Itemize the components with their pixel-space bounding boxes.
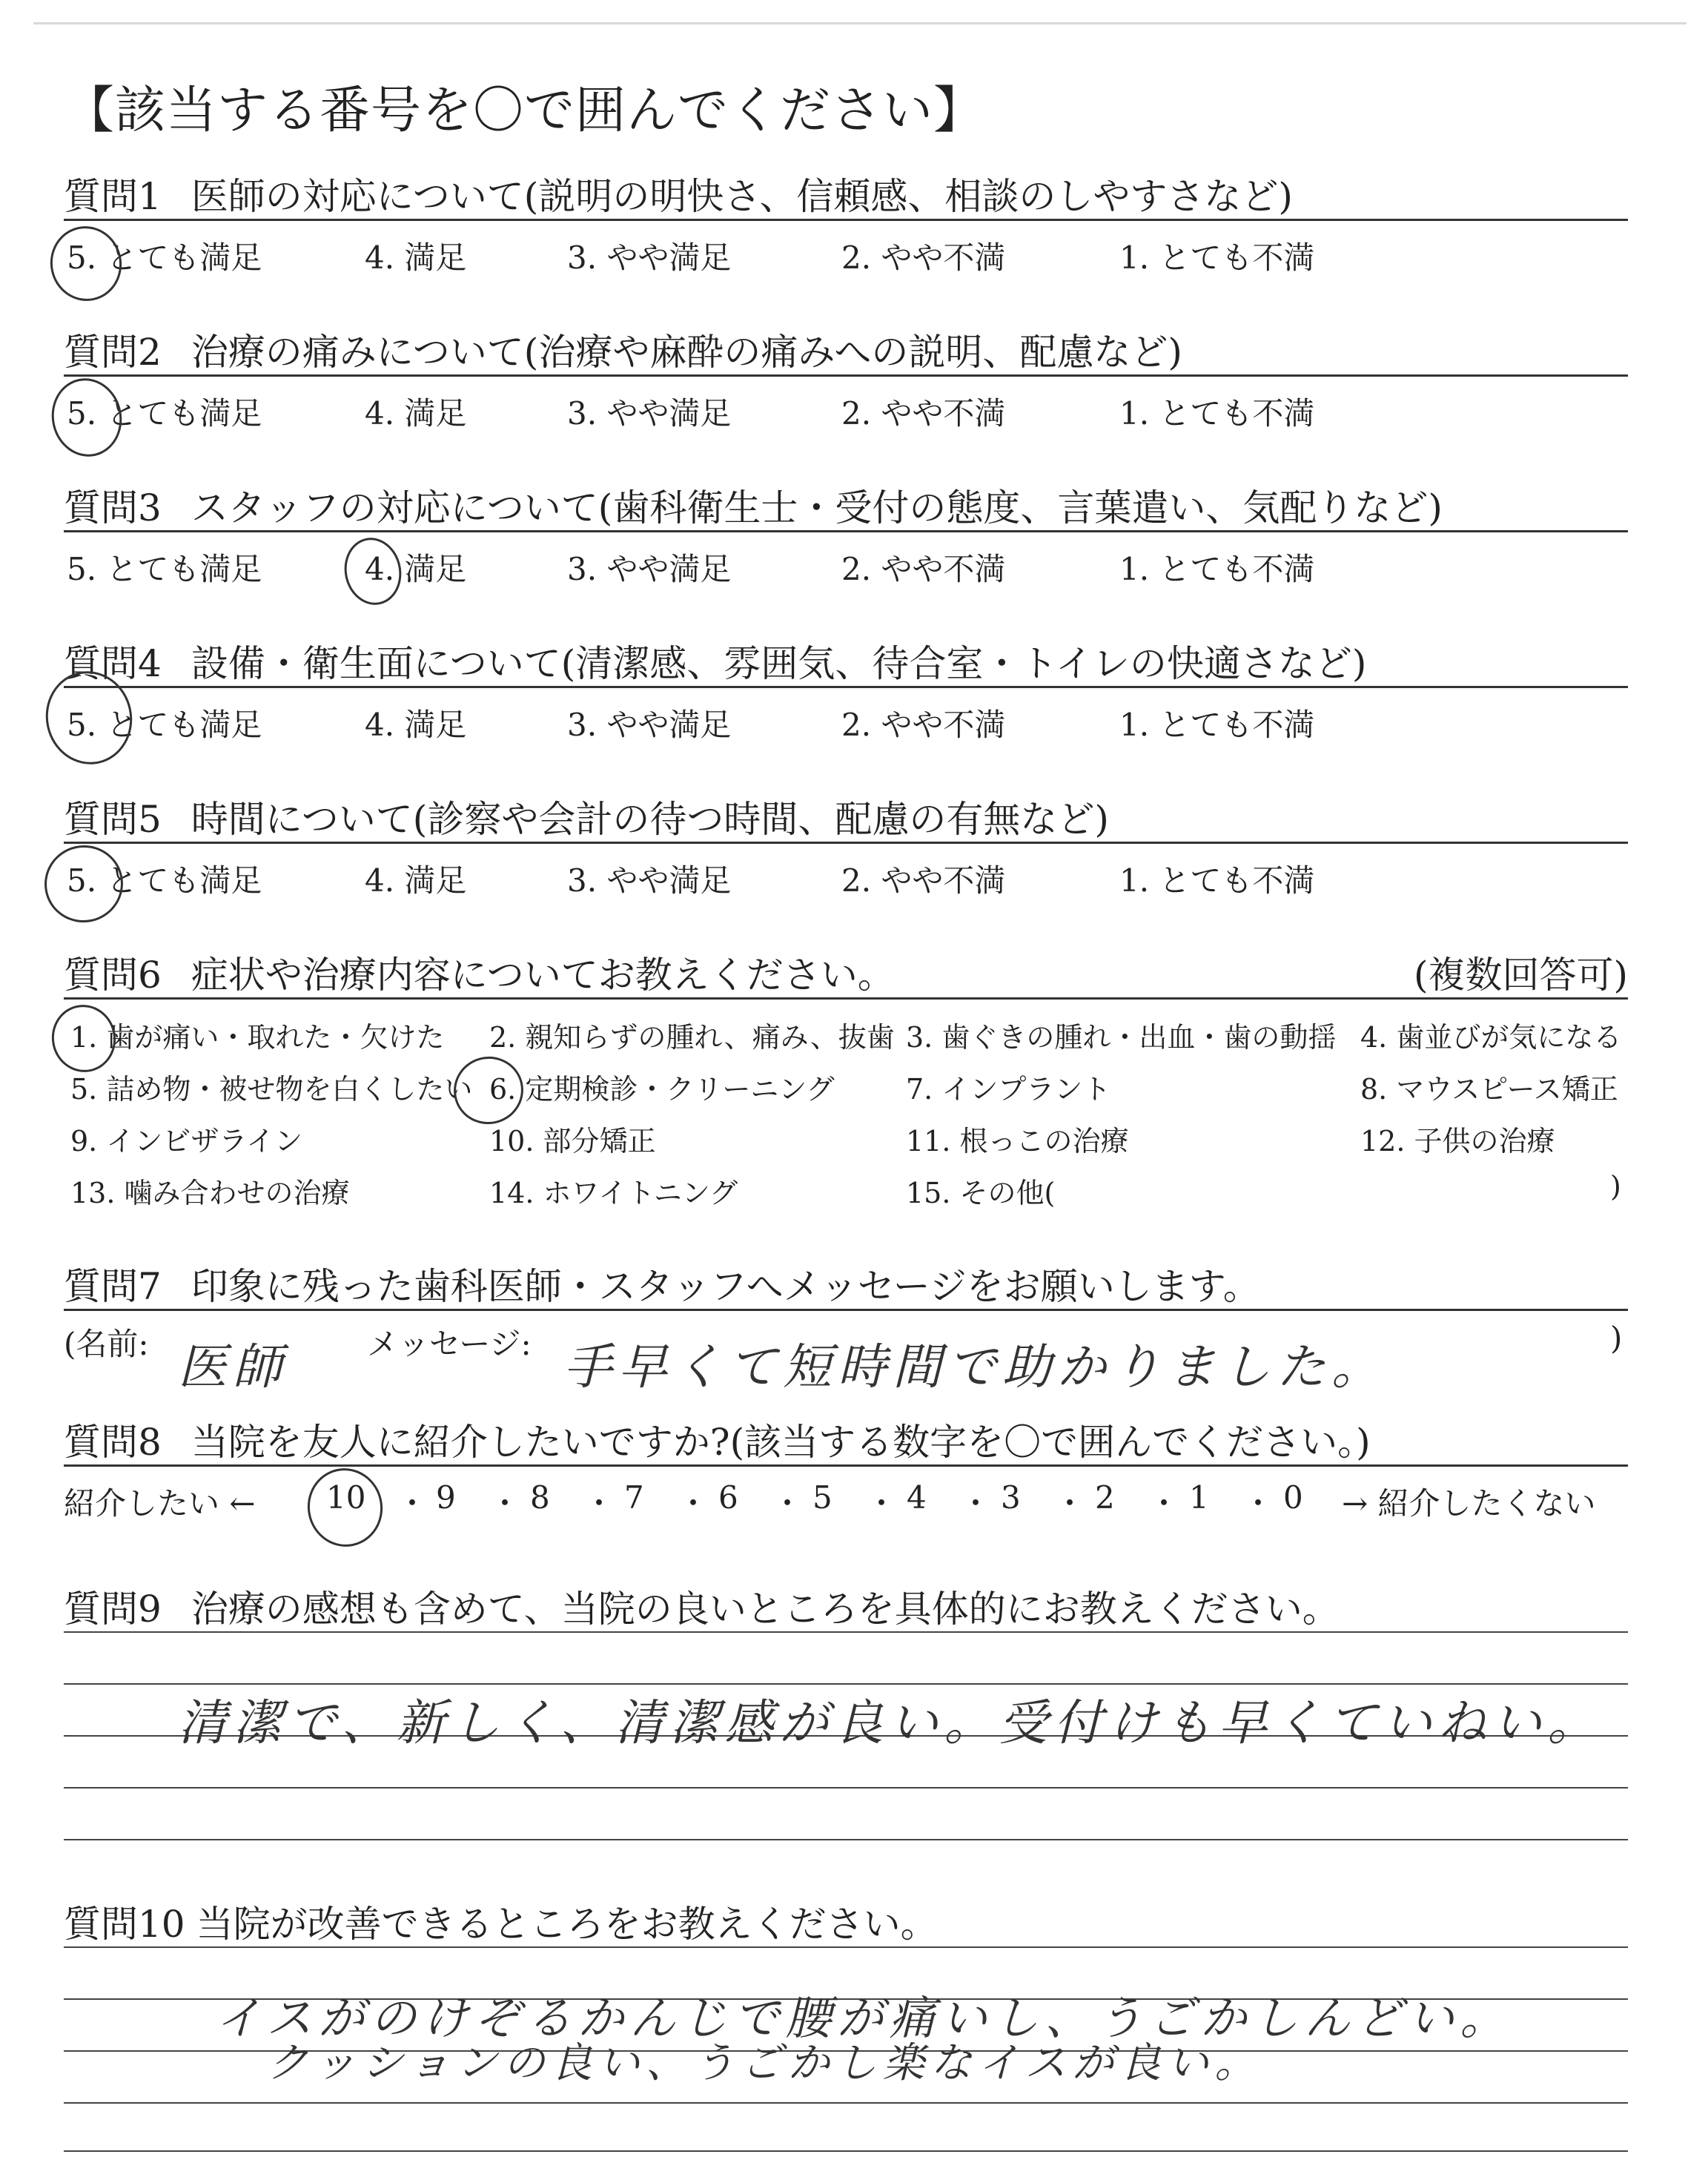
option-5[interactable]: 5. とても満足	[67, 240, 262, 276]
scale-dot: ・	[1054, 1485, 1086, 1522]
option-4[interactable]: 4. 満足	[365, 240, 467, 276]
symptom-option-1[interactable]: 1. 歯が痛い・取れた・欠けた	[70, 1021, 445, 1054]
question-rule	[64, 997, 1628, 1000]
option-3[interactable]: 3. やや満足	[567, 707, 732, 743]
question-rule	[64, 374, 1628, 377]
question-number: 質問9	[64, 1588, 162, 1631]
symptom-option-4[interactable]: 4. 歯並びが気になる	[1360, 1021, 1622, 1054]
question-text: 設備・衛生面について(清潔感、雰囲気、待合室・トイレの快適さなど)	[191, 642, 1367, 685]
option-1[interactable]: 1. とても不満	[1119, 395, 1315, 432]
question-number: 質問10	[64, 1903, 185, 1946]
question-9	[64, 1579, 1628, 1654]
form-title: 【該当する番号を〇で囲んでください】	[64, 82, 985, 140]
q10-answer-line1[interactable]: イスがのけぞるかんじで腰が痛いし、うごかしんどい。	[215, 1991, 1512, 2045]
recommend-right-label: → 紹介したくない	[1342, 1485, 1596, 1522]
question-10	[64, 1895, 1628, 1969]
answer-line	[64, 2150, 1628, 2152]
question-rule	[64, 530, 1628, 532]
question-text: 当院を友人に紹介したいですか?(該当する数字を〇で囲んでください。)	[191, 1421, 1371, 1464]
option-2[interactable]: 2. やや不満	[841, 707, 1006, 743]
option-2[interactable]: 2. やや不満	[841, 551, 1006, 587]
symptom-option-10[interactable]: 10. 部分矯正	[489, 1125, 656, 1157]
scale-dot: ・	[397, 1485, 428, 1522]
option-5[interactable]: 5. とても満足	[67, 551, 262, 587]
scale-4[interactable]: 4	[907, 1479, 927, 1516]
option-2[interactable]: 2. やや不満	[841, 862, 1006, 899]
option-5[interactable]: 5. とても満足	[67, 707, 262, 743]
question-number: 質問4	[64, 642, 162, 685]
option-4[interactable]: 4. 満足	[365, 707, 467, 743]
option-3[interactable]: 3. やや満足	[567, 240, 732, 276]
question-number: 質問6	[64, 954, 162, 997]
scale-dot: ・	[960, 1485, 992, 1522]
symptom-option-14[interactable]: 14. ホワイトニング	[489, 1177, 738, 1209]
scale-3[interactable]: 3	[1001, 1479, 1021, 1516]
question-number: 質問7	[64, 1265, 162, 1308]
question-rule	[64, 219, 1628, 221]
question-2	[64, 323, 1628, 397]
scale-dot: ・	[1148, 1485, 1180, 1522]
scale-2[interactable]: 2	[1095, 1479, 1115, 1516]
option-5[interactable]: 5. とても満足	[67, 395, 262, 432]
message-label: メッセージ:	[367, 1326, 532, 1362]
top-border	[33, 22, 1687, 24]
answer-line	[64, 1946, 1628, 1948]
option-4[interactable]: 4. 満足	[365, 862, 467, 899]
scale-7[interactable]: 7	[624, 1479, 644, 1516]
question-7	[64, 1257, 1628, 1331]
question-number: 質問1	[64, 175, 162, 218]
scale-9[interactable]: 9	[436, 1479, 456, 1516]
question-number: 質問8	[64, 1421, 162, 1464]
scale-1[interactable]: 1	[1189, 1479, 1209, 1516]
option-5[interactable]: 5. とても満足	[67, 862, 262, 899]
symptom-option-9[interactable]: 9. インビザライン	[70, 1125, 303, 1157]
scale-8[interactable]: 8	[530, 1479, 550, 1516]
question-header	[64, 790, 1109, 843]
message-handwritten[interactable]: 手早くて短時間で助かりました。	[563, 1338, 1386, 1396]
answer-line	[64, 1839, 1628, 1840]
symptom-option-8[interactable]: 8. マウスピース矯正	[1360, 1073, 1618, 1106]
question-rule	[64, 1464, 1628, 1467]
question-number: 質問2	[64, 331, 162, 374]
q10-answer-line2[interactable]: クッションの良い、うごかし楽なイスが良い。	[267, 2039, 1262, 2087]
scale-dot: ・	[866, 1485, 898, 1522]
scale-dot: ・	[489, 1485, 521, 1522]
option-1[interactable]: 1. とても不満	[1119, 862, 1315, 899]
option-1[interactable]: 1. とても不満	[1119, 551, 1315, 587]
question-header	[64, 478, 1443, 532]
multiple-answer-note: (複数回答可)	[1413, 954, 1628, 997]
question-text: 時間について(診察や会計の待つ時間、配慮の有無など)	[191, 798, 1109, 841]
symptom-option-6[interactable]: 6. 定期検診・クリーニング	[489, 1073, 835, 1106]
option-1[interactable]: 1. とても不満	[1119, 707, 1315, 743]
q9-answer-handwritten[interactable]: 清潔で、新しく、清潔感が良い。受付けも早くていねい。	[178, 1694, 1603, 1751]
question-text: 当院が改善できるところをお教えください。	[196, 1903, 938, 1946]
question-1	[64, 167, 1628, 241]
question-header	[64, 634, 1366, 687]
question-rule	[64, 1309, 1628, 1311]
scale-10[interactable]: 10	[326, 1479, 366, 1516]
question-text: 印象に残った歯科医師・スタッフへメッセージをお願いします。	[191, 1265, 1260, 1308]
option-2[interactable]: 2. やや不満	[841, 240, 1006, 276]
message-close-paren: )	[1610, 1320, 1623, 1356]
symptom-option-12[interactable]: 12. 子供の治療	[1360, 1125, 1555, 1157]
symptom-option-7[interactable]: 7. インプラント	[906, 1073, 1111, 1106]
option-4[interactable]: 4. 満足	[365, 551, 467, 587]
answer-line	[64, 1787, 1628, 1789]
option-2[interactable]: 2. やや不満	[841, 395, 1006, 432]
question-text: スタッフの対応について(歯科衛生士・受付の態度、言葉遣い、気配りなど)	[191, 486, 1443, 529]
question-text: 治療の感想も含めて、当院の良いところを具体的にお教えください。	[191, 1588, 1340, 1631]
symptom-option-11[interactable]: 11. 根っこの治療	[906, 1125, 1129, 1157]
other-close-paren: )	[1610, 1170, 1621, 1203]
symptom-option-13[interactable]: 13. 噛み合わせの治療	[70, 1177, 350, 1209]
question-6	[64, 945, 1628, 1020]
question-text: 治療の痛みについて(治療や麻酔の痛みへの説明、配慮など)	[191, 331, 1182, 374]
question-header	[64, 167, 1293, 220]
scale-dot: ・	[772, 1485, 804, 1522]
answer-line	[64, 1631, 1628, 1633]
question-number: 質問5	[64, 798, 162, 841]
option-3[interactable]: 3. やや満足	[567, 551, 732, 587]
symptom-option-5[interactable]: 5. 詰め物・被せ物を白くしたい	[70, 1073, 473, 1106]
question-header	[64, 1257, 1260, 1310]
option-1[interactable]: 1. とても不満	[1119, 240, 1315, 276]
question-header	[64, 1895, 938, 1948]
symptom-option-15[interactable]: 15. その他(	[906, 1177, 1056, 1209]
name-handwritten[interactable]: 医師	[178, 1338, 288, 1396]
scale-dot: ・	[678, 1485, 709, 1522]
question-header	[64, 945, 895, 999]
question-header	[64, 1413, 1371, 1466]
recommend-left-label: 紹介したい ←	[64, 1485, 256, 1522]
question-number: 質問3	[64, 486, 162, 529]
option-3[interactable]: 3. やや満足	[567, 862, 732, 899]
question-3	[64, 478, 1628, 552]
question-header	[64, 1579, 1340, 1633]
answer-line	[64, 2102, 1628, 2104]
scale-dot: ・	[583, 1485, 615, 1522]
scale-5[interactable]: 5	[812, 1479, 833, 1516]
scale-6[interactable]: 6	[718, 1479, 738, 1516]
question-5	[64, 790, 1628, 864]
question-rule	[64, 842, 1628, 844]
option-3[interactable]: 3. やや満足	[567, 395, 732, 432]
symptom-option-2[interactable]: 2. 親知らずの腫れ、痛み、抜歯	[489, 1021, 895, 1054]
question-text: 症状や治療内容についてお教えください。	[191, 954, 895, 997]
scale-0[interactable]: 0	[1283, 1479, 1303, 1516]
question-rule	[64, 686, 1628, 688]
name-label: (名前:	[64, 1326, 149, 1362]
scale-dot: ・	[1242, 1485, 1274, 1522]
question-header	[64, 323, 1182, 376]
option-4[interactable]: 4. 満足	[365, 395, 467, 432]
question-4	[64, 634, 1628, 708]
symptom-option-3[interactable]: 3. 歯ぐきの腫れ・出血・歯の動揺	[906, 1021, 1337, 1054]
question-8	[64, 1413, 1628, 1487]
question-text: 医師の対応について(説明の明快さ、信頼感、相談のしやすさなど)	[191, 175, 1293, 218]
